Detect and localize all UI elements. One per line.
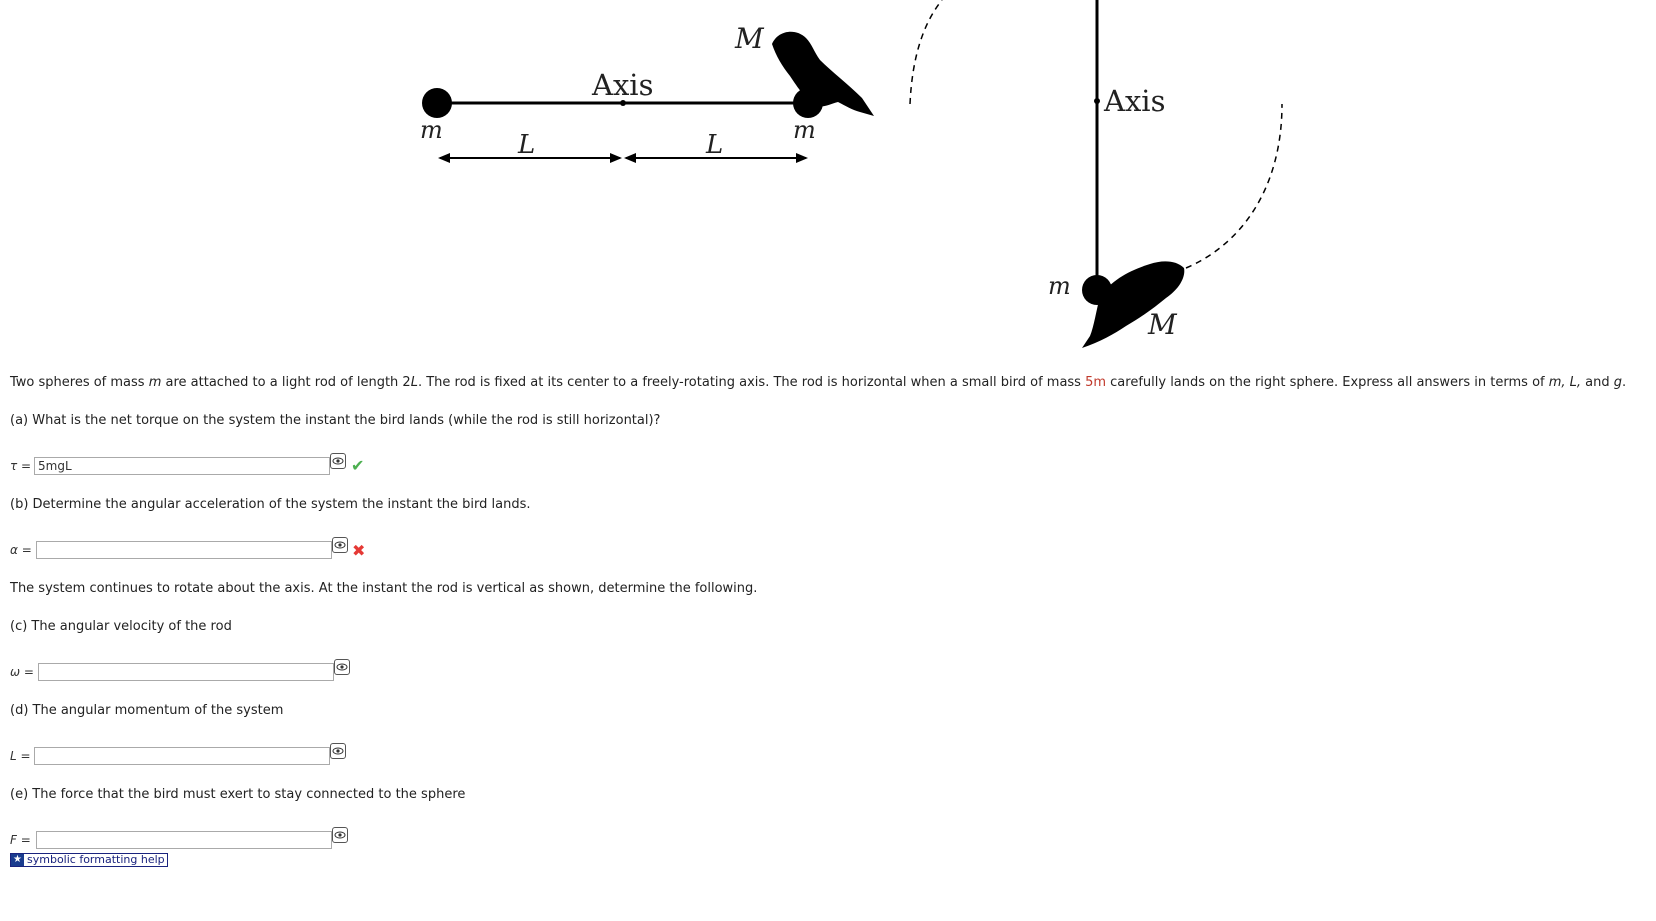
preview-button-e[interactable] bbox=[332, 827, 348, 843]
question-e-text: (e) The force that the bird must exert to stay connected to the sphere bbox=[10, 787, 466, 802]
axis-label-left: Axis bbox=[592, 68, 654, 102]
alpha-label: α = bbox=[10, 543, 32, 557]
dashed-arc-right bbox=[1186, 104, 1282, 268]
symbolic-formatting-help-button[interactable] bbox=[10, 853, 168, 867]
length-label-left: L bbox=[518, 130, 536, 160]
mass-label-right: m bbox=[793, 116, 816, 144]
torque-input[interactable] bbox=[34, 457, 330, 475]
alpha-input[interactable] bbox=[36, 541, 332, 559]
momentum-input[interactable] bbox=[34, 747, 330, 765]
bird-label-left: M bbox=[735, 22, 764, 55]
mass-label-left: m bbox=[420, 116, 443, 144]
left-sphere bbox=[422, 88, 452, 118]
mass-label-bottom: m bbox=[1048, 272, 1071, 300]
eye-icon bbox=[334, 539, 346, 551]
star-icon: ★ bbox=[11, 854, 24, 866]
physics-figure bbox=[0, 0, 1656, 370]
axis-label-right: Axis bbox=[1104, 84, 1166, 118]
force-label: F = bbox=[10, 833, 31, 847]
incorrect-x-icon: ✖ bbox=[352, 541, 366, 560]
eye-icon bbox=[336, 661, 348, 673]
preview-button-b[interactable] bbox=[332, 537, 348, 553]
momentum-label: L = bbox=[10, 749, 31, 763]
question-d-text: (d) The angular momentum of the system bbox=[10, 703, 284, 718]
omega-input[interactable] bbox=[38, 663, 334, 681]
force-input[interactable] bbox=[36, 831, 332, 849]
eye-icon bbox=[334, 829, 346, 841]
eye-icon bbox=[332, 455, 344, 467]
axis-point-vertical bbox=[1094, 98, 1100, 104]
correct-check-icon: ✔ bbox=[351, 456, 365, 475]
dashed-arc-top bbox=[910, 0, 942, 104]
omega-label: ω = bbox=[10, 665, 34, 679]
preview-button-a[interactable] bbox=[330, 453, 346, 469]
preview-button-c[interactable] bbox=[334, 659, 350, 675]
question-a-text: (a) What is the net torque on the system the instant the bird lands (while the rod is still horizontal)? bbox=[10, 413, 661, 428]
preview-button-d[interactable] bbox=[330, 743, 346, 759]
continue-text: The system continues to rotate about the axis. At the instant the rod is vertical as shown, determine the following. bbox=[10, 581, 758, 596]
eye-icon bbox=[332, 745, 344, 757]
torque-label: τ = bbox=[10, 459, 32, 473]
length-label-right: L bbox=[706, 130, 724, 160]
question-c-text: (c) The angular velocity of the rod bbox=[10, 619, 232, 634]
problem-statement: Two spheres of mass m are attached to a light rod of length 2L. The rod is fixed at its center to a freely-rotating axis. The rod is horizontal when a small bird of mass 5m carefully lands on the right sphere. Express all answers in terms of m, L, and g. bbox=[10, 375, 1627, 390]
bird-label-right: M bbox=[1148, 308, 1177, 341]
help-label: symbolic formatting help bbox=[27, 853, 165, 866]
question-b-text: (b) Determine the angular acceleration of the system the instant the bird lands. bbox=[10, 497, 531, 512]
figure-drawing bbox=[0, 0, 1656, 370]
